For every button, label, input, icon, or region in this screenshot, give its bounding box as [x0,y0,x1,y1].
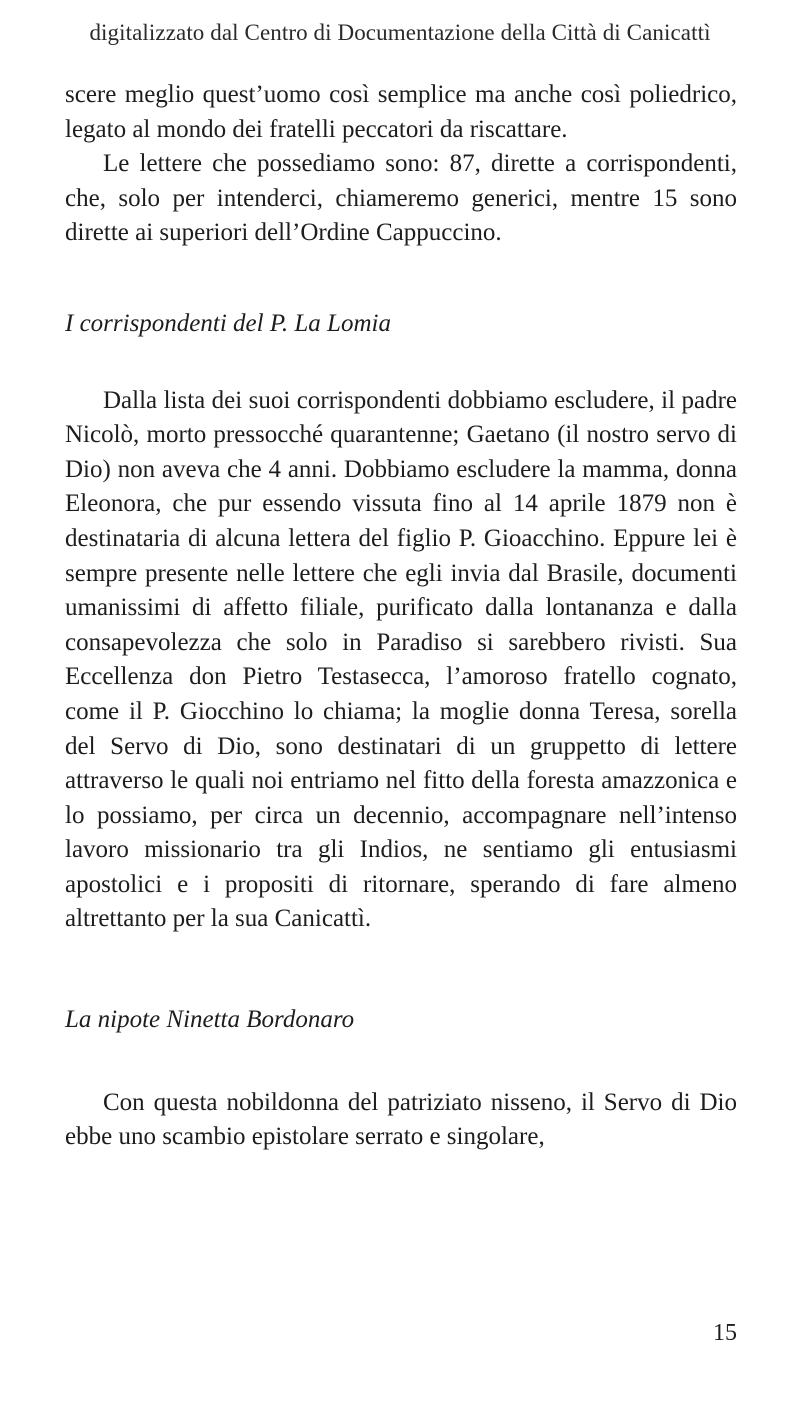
paragraph-niece: Con questa nobildonna del patriziato nisseno, il Servo di Dio ebbe uno scambio epistolare serrato e singolare, [65,1088,737,1151]
paragraph-letters-count: Le lettere che possediamo sono: 87, dirette a corrispondenti, che, solo per intenderci, chiameremo generici, mentre 15 sono dirette ai superiori dell’Ordine Cappuccino. [65,150,737,247]
section-heading-correspondents: I corrispondenti del P. La Lomia [65,309,391,337]
digitization-watermark: digitalizzato dal Centro di Documentazione della Città di Canicattì [89,20,711,45]
page-body [65,78,737,1155]
paragraph-correspondents: Dalla lista dei suoi corrispondenti dobbiamo escludere, il padre Nicolò, morto pressocché quarantenne; Gaetano (il nostro servo di Dio) non aveva che 4 anni. Dobbiamo escludere la mamma, donna Eleonora, che pur essendo vissuta fino al 14 aprile 1879 non è destinataria di alcuna lettera del figlio P. Gioacchino. Eppure lei è sempre presente nelle lettere che egli invia dal Brasile, documenti umanissimi di affetto filiale, purificato dalla lontananza e dalla consapevolezza che solo in Paradiso si sarebbero rivisti. Sua Eccellenza don Pietro Testasecca, l’amoroso fratello cognato, come il P. Giocchino lo chiama; la moglie donna Teresa, sorella del Servo di Dio, sono destinatari di un gruppetto di lettere attraverso le quali noi entriamo nel fitto della foresta amazzonica e lo possiamo, per circa un decennio, accompagnare nell’intenso lavoro missionario tra gli Indios, ne sentiamo gli entusiasmi apostolici e i propositi di ritornare, sperando di fare almeno altrettanto per la sua Canicattì. [65,386,737,933]
page-number: 15 [713,1320,737,1346]
paragraph-continuation: scere meglio quest’uomo così semplice ma anche così poliedrico, legato al mondo dei fratelli peccatori da riscattare. [65,81,737,143]
section-heading-niece: La nipote Ninetta Bordonaro [65,1006,355,1034]
